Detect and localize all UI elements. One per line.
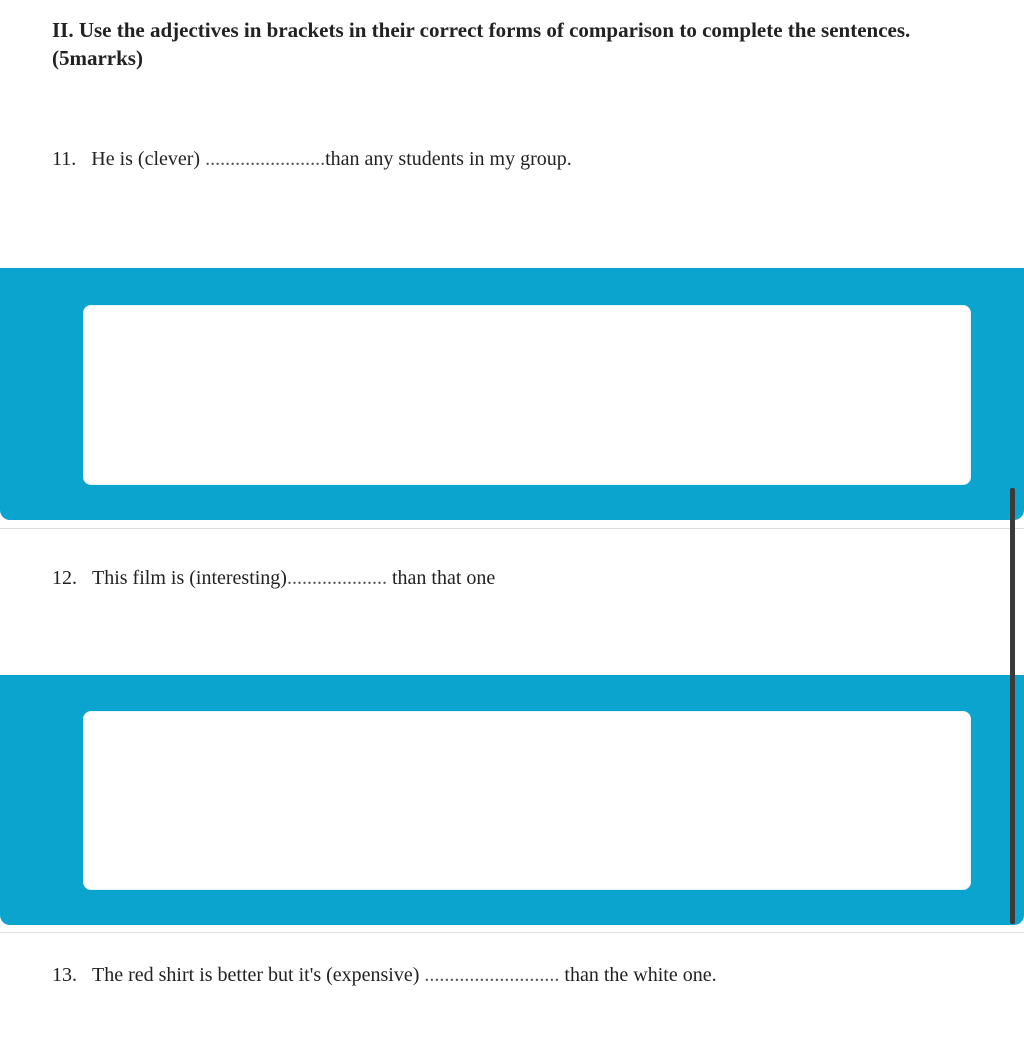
worksheet-section-1 [0, 0, 1024, 269]
question-text-after: than the white one. [564, 964, 717, 986]
question-text-after: than any students in my group. [325, 148, 572, 170]
worksheet-section-3 [0, 932, 1024, 1056]
scrollbar-track[interactable] [1010, 488, 1015, 924]
blank-dots: .................... [286, 567, 387, 589]
question-13 [52, 962, 717, 988]
worksheet-section-2 [0, 528, 1024, 676]
blank-dots: ........................ [205, 148, 326, 170]
blank-dots: ........................... [424, 964, 560, 986]
question-number: 13. [52, 964, 77, 986]
question-12 [52, 565, 495, 591]
question-text-before: This film is (interesting) [92, 567, 287, 589]
question-text-before: He is (clever) [91, 148, 201, 170]
answer-input-11[interactable] [83, 305, 971, 485]
question-text-after: than that one [391, 567, 496, 589]
answer-input-12[interactable] [83, 711, 971, 890]
question-number: 12. [52, 567, 77, 589]
question-text-before: The red shirt is better but it's (expensive) [92, 964, 420, 986]
exercise-heading: II. Use the adjectives in brackets in their correct forms of comparison to complete the sentences. (5marrks) [52, 18, 911, 70]
question-number: 11. [52, 148, 77, 170]
question-11 [52, 146, 572, 172]
